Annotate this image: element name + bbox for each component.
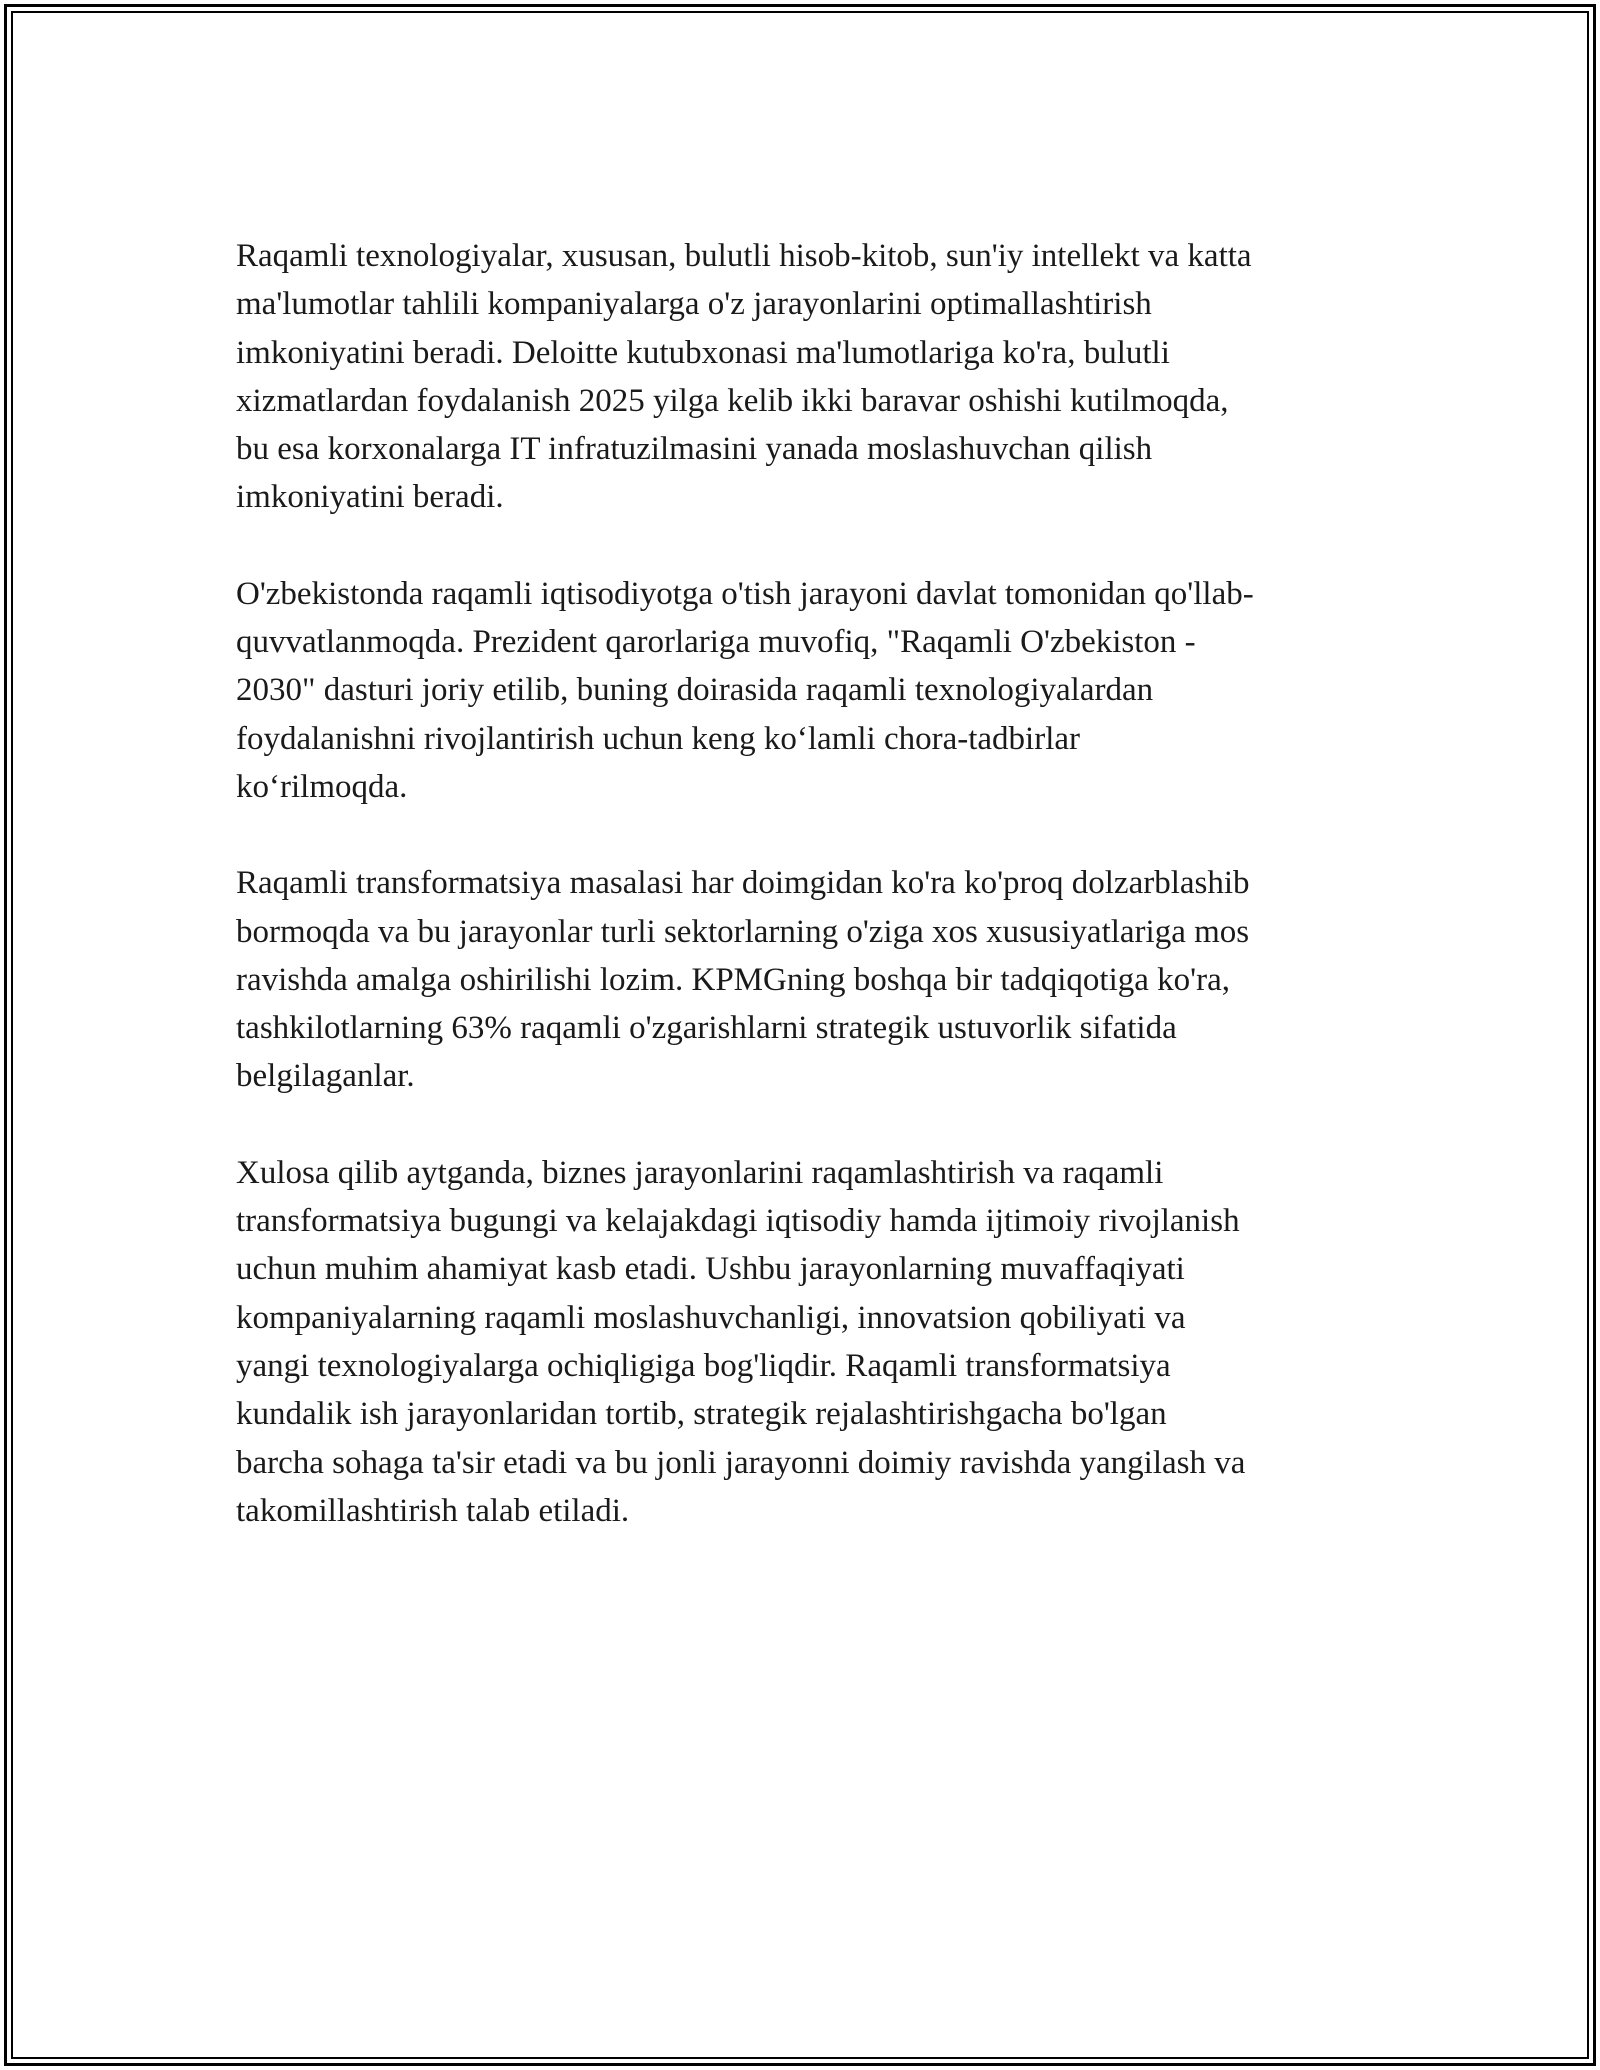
paragraph-2 [236, 570, 1376, 811]
text-line: imkoniyatini beradi. Deloitte kutubxonasi ma'lumotlariga ko'ra, bulutli [236, 334, 1170, 371]
text-line: ko‘rilmoqda. [236, 768, 408, 805]
text-line: ma'lumotlar tahlili kompaniyalarga o'z jarayonlarini optimallashtirish [236, 286, 1152, 323]
text-line: quvvatlanmoqda. Prezident qarorlariga muvofiq, "Raqamli O'zbekiston - [236, 624, 1196, 661]
text-line: xizmatlardan foydalanish 2025 yilga kelib ikki baravar oshishi kutilmoqda, [236, 382, 1229, 419]
text-line: belgilaganlar. [236, 1058, 415, 1095]
text-line: transformatsiya bugungi va kelajakdagi iqtisodiy hamda ijtimoiy rivojlanish [236, 1203, 1240, 1240]
document-body [236, 232, 1376, 1583]
text-line: Xulosa qilib aytganda, biznes jarayonlarini raqamlashtirish va raqamli [236, 1154, 1164, 1191]
text-line: 2030" dasturi joriy etilib, buning doirasida raqamli texnologiyalardan [236, 672, 1154, 709]
paragraph-4 [236, 1149, 1376, 1535]
text-line: O'zbekistonda raqamli iqtisodiyotga o'tish jarayoni davlat tomonidan qo'llab- [236, 575, 1254, 612]
text-line: kompaniyalarning raqamli moslashuvchanligi, innovatsion qobiliyati va [236, 1299, 1186, 1336]
text-line: takomillashtirish talab etiladi. [236, 1492, 630, 1529]
paragraph-3 [236, 859, 1376, 1100]
text-line: bu esa korxonalarga IT infratuzilmasini yanada moslashuvchan qilish [236, 431, 1153, 468]
text-line: Raqamli texnologiyalar, xususan, bulutli hisob-kitob, sun'iy intellekt va katta [236, 238, 1252, 274]
text-line: Raqamli transformatsiya masalasi har doimgidan ko'ra ko'proq dolzarblashib [236, 865, 1250, 902]
text-line: tashkilotlarning 63% raqamli o'zgarishlarni strategik ustuvorlik sifatida [236, 1010, 1177, 1047]
text-line: ravishda amalga oshirilishi lozim. KPMGning boshqa bir tadqiqotiga ko'ra, [236, 961, 1230, 998]
text-line: uchun muhim ahamiyat kasb etadi. Ushbu jarayonlarning muvaffaqiyati [236, 1251, 1185, 1288]
text-line: yangi texnologiyalarga ochiqligiga bog'liqdir. Raqamli transformatsiya [236, 1347, 1171, 1384]
text-line: barcha sohaga ta'sir etadi va bu jonli jarayonni doimiy ravishda yangilash va [236, 1444, 1246, 1481]
text-line: bormoqda va bu jarayonlar turli sektorlarning o'ziga xos xususiyatlariga mos [236, 913, 1250, 950]
text-line: imkoniyatini beradi. [236, 479, 504, 516]
paragraph-1 [236, 232, 1376, 522]
text-line: foydalanishni rivojlantirish uchun keng ko‘lamli chora-tadbirlar [236, 720, 1081, 757]
text-line: kundalik ish jarayonlaridan tortib, strategik rejalashtirishgacha bo'lgan [236, 1396, 1167, 1433]
